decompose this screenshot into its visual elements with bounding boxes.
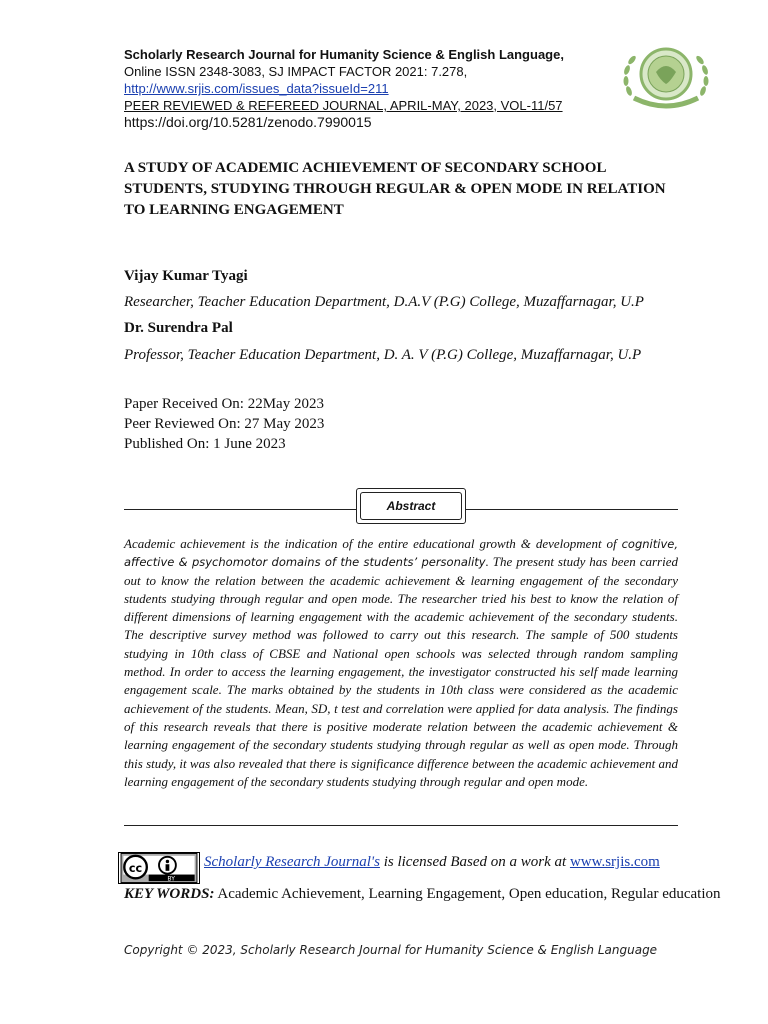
reviewed-date: Peer Reviewed On: 27 May 2023 — [124, 416, 325, 432]
license-line: Scholarly Research Journal's is licensed Based on a work at www.srjis.com — [204, 854, 660, 870]
journal-name: Scholarly Research Journal for Humanity Science & English Language, — [124, 47, 564, 62]
issue-link[interactable]: http://www.srjis.com/issues_data?issueId=211 — [124, 81, 389, 96]
keywords-label: KEY WORDS: — [124, 886, 215, 902]
creative-commons-icon[interactable] — [118, 852, 200, 884]
abstract-bottom-rule — [124, 825, 678, 826]
abstract-heading: Abstract — [360, 492, 462, 520]
svg-text:cc: cc — [128, 861, 143, 875]
journal-license-link[interactable]: Scholarly Research Journal's — [204, 854, 380, 870]
site-link[interactable]: www.srjis.com — [569, 854, 660, 870]
author-affiliation-1: Researcher, Teacher Education Department, D.A.V (P.G) College, Muzaffarnagar, U.P — [124, 294, 644, 310]
cc-by-label: BY — [167, 875, 175, 883]
abstract-text: Academic achievement is the indication of the entire educational growth & development of cognitive, affective & psychomotor domains of the students’ personality. The present study has been carried out to know the relation between the academic achievement & learning engagement of the secondary students studying through regular and open mode. The researcher tried his best to know the relation of different dimensions of learning engagement with the academic achievement of the secondary students. The descriptive survey method was followed to carry out this research. The sample of 500 students studying in 10th class of CBSE and National open schools was selected through random sampling method. In order to access the learning engagement, the investigator constructed his self made learning engagement scale. The marks obtained by the students in 10th class were considered as the academic achievement of the students. Mean, SD, t test and correlation were applied for data analysis. The findings of this research reveals that there is positive moderate relation between the academic achievement & learning engagement of the secondary students studying through regular as well as open mode. Through this study, it was also revealed that there is significance difference between the academic achievement and learning engagement of the secondary students studying through regular and open mode. — [124, 536, 678, 789]
journal-header — [124, 46, 604, 131]
issn-line: Online ISSN 2348-3083, SJ IMPACT FACTOR 2021: 7.278, — [124, 64, 468, 79]
abstract-rule-left — [124, 509, 356, 510]
copyright-footer: Copyright © 2023, Scholarly Research Journal for Humanity Science & English Language — [124, 943, 658, 957]
doi-line[interactable]: https://doi.org/10.5281/zenodo.7990015 — [124, 114, 372, 130]
keywords-line — [124, 886, 721, 903]
journal-logo-icon — [618, 40, 714, 116]
keywords-text: Academic Achievement, Learning Engagement, Open education, Regular education — [214, 886, 721, 902]
paper-title: A STUDY OF ACADEMIC ACHIEVEMENT OF SECONDARY SCHOOL STUDENTS, STUDYING THROUGH REGULAR & OPEN MODE IN RELATION TO LEARNING ENGAGEMENT — [124, 160, 666, 218]
author-name-1: Vijay Kumar Tyagi — [124, 268, 248, 284]
abstract-heading-box — [356, 488, 466, 524]
author-name-2: Dr. Surendra Pal — [124, 320, 233, 336]
abstract-rule-right — [466, 509, 678, 510]
abstract-emphasis: cognitive, affective & psychomotor domains of the students’ personality — [124, 537, 678, 570]
published-date: Published On: 1 June 2023 — [124, 436, 286, 452]
peer-review-line: PEER REVIEWED & REFEREED JOURNAL, APRIL-MAY, 2023, VOL-11/57 — [124, 98, 563, 113]
publication-dates — [124, 394, 324, 454]
received-date: Paper Received On: 22May 2023 — [124, 396, 324, 412]
author-affiliation-2: Professor, Teacher Education Department, D. A. V (P.G) College, Muzaffarnagar, U.P — [124, 347, 642, 363]
